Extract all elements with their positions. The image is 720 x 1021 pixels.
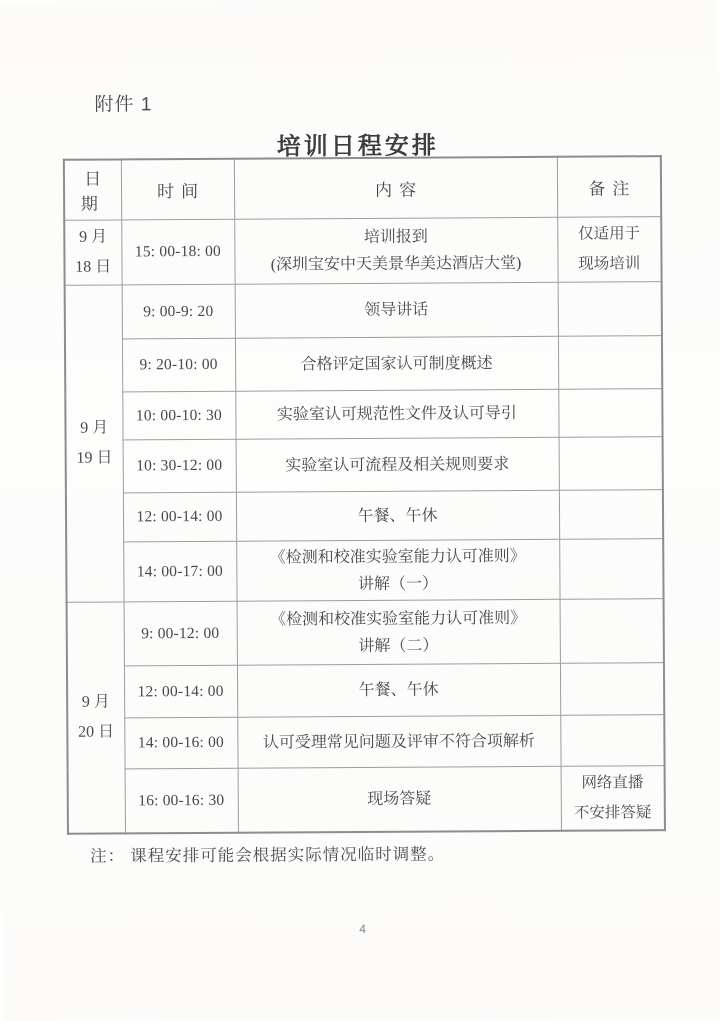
attachment-label: 附件 1 (94, 94, 153, 116)
cell-remark (558, 282, 662, 337)
page-title: 培训日程安排 (276, 133, 439, 161)
header-time: 时间 (121, 159, 234, 220)
cell-content: 《检测和校准实验室能力认可准则》 讲解（二） (237, 600, 560, 666)
cell-content: 午餐、午休 (237, 664, 560, 718)
cell-content: 实验室认可流程及相关规则要求 (236, 438, 559, 493)
page-number: 4 (359, 921, 366, 937)
cell-remark (559, 437, 663, 491)
cell-date: 9 月 19 日 (65, 285, 124, 602)
cell-remark (559, 490, 663, 540)
cell-time: 9: 00-9: 20 (122, 285, 235, 340)
cell-remark (558, 336, 662, 390)
table-row (67, 599, 664, 667)
table-row (66, 539, 663, 603)
cell-date: 9 月 18 日 (64, 219, 121, 285)
cell-remark (559, 539, 663, 600)
cell-content: 午餐、午休 (236, 491, 559, 542)
table-row (66, 490, 663, 543)
schedule-footnote: 注： 课程安排可能会根据实际情况临时调整。 (90, 844, 446, 866)
header-remark: 备注 (557, 156, 661, 217)
cell-remark: 网络直播 不安排答疑 (561, 766, 665, 831)
cell-remark: 仅适用于 现场培训 (557, 216, 661, 282)
cell-time: 12: 00-14: 00 (124, 666, 237, 719)
cell-content: 领导讲话 (235, 283, 558, 339)
cell-remark (558, 389, 662, 438)
cell-content: 合格评定国家认可制度概述 (235, 337, 558, 392)
cell-remark (560, 663, 664, 716)
cell-time: 16: 00-16: 30 (125, 769, 238, 834)
table-row (68, 766, 665, 834)
table-row (67, 663, 664, 719)
cell-content: 认可受理常见问题及评审不符合项解析 (237, 716, 560, 769)
cell-time: 15: 00-18: 00 (121, 219, 234, 285)
cell-content: 现场答疑 (238, 767, 561, 833)
cell-time: 10: 30-12: 00 (123, 440, 236, 494)
table-header-row (64, 156, 661, 220)
table-row (65, 336, 662, 393)
header-content: 内容 (234, 157, 557, 219)
cell-content: 《检测和校准实验室能力认可准则》 讲解（一） (236, 540, 559, 602)
table-row (65, 282, 662, 340)
cell-date: 9 月 20 日 (67, 602, 125, 834)
table-row (64, 216, 661, 285)
training-schedule-table (63, 155, 666, 835)
cell-time: 9: 00-12: 00 (124, 602, 237, 667)
header-date: 日期 (64, 159, 121, 219)
table-row (66, 437, 663, 494)
cell-content: 实验室认可规范性文件及认可导引 (235, 390, 558, 440)
cell-content: 培训报到 (深圳宝安中天美景华美达酒店大堂) (234, 217, 557, 285)
cell-time: 9: 20-10: 00 (122, 339, 235, 393)
cell-time: 14: 00-17: 00 (123, 542, 236, 603)
cell-time: 14: 00-16: 00 (124, 718, 237, 770)
cell-remark (560, 599, 664, 664)
cell-remark (560, 715, 664, 767)
table-row (67, 715, 664, 770)
cell-time: 10: 00-10: 30 (122, 392, 235, 441)
table-row (65, 389, 662, 441)
cell-time: 12: 00-14: 00 (123, 493, 236, 543)
